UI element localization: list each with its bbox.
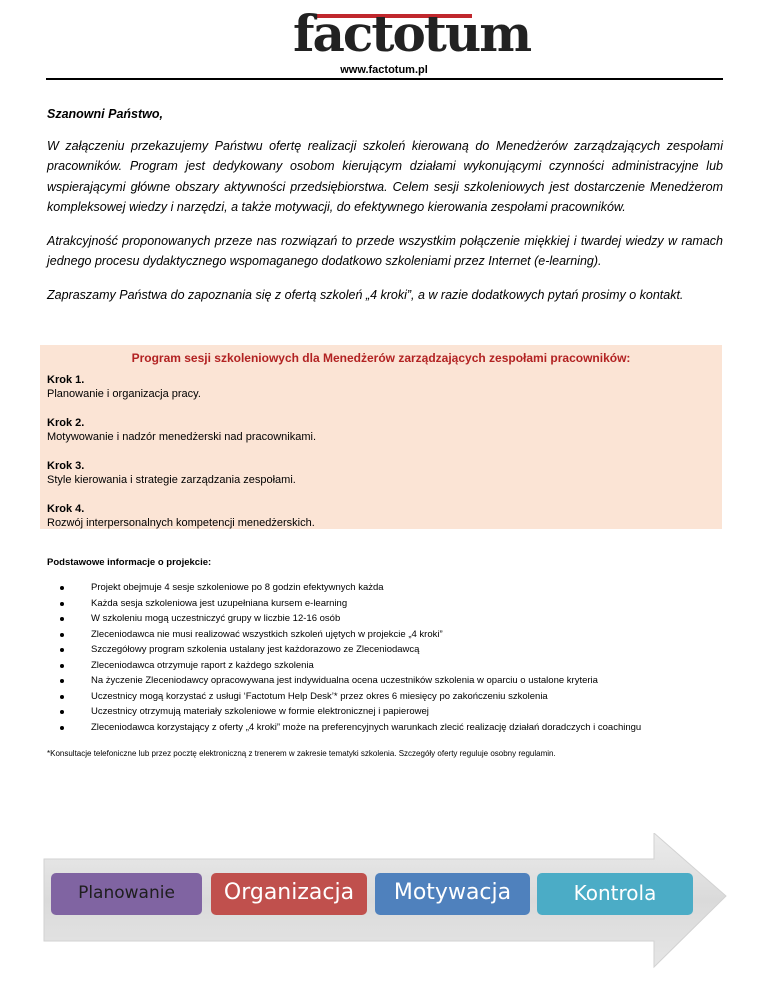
step-text: Rozwój interpersonalnych kompetencji menedżerskich. [47, 517, 315, 529]
list-item: Zleceniodawca nie musi realizować wszystkich szkoleń ujętych w projekcie „4 kroki” [60, 627, 641, 643]
program-title: Program sesji szkoleniowych dla Menedżerów zarządzających zespołami pracowników: [131, 351, 631, 365]
letter-paragraph: W załączeniu przekazujemy Państwu ofertę realizacji szkoleń kierowaną do Menedżerów zarządzających zespołami pracowników. Program jest dedykowany osobom kierującym działami wykonującymi czynności administracyjne lub wspierającymi główne obszary aktywności przedsiębiorstwa. Celem sesji szkoleniowych jest dostarczenie Menedżerom kompleksowej wiedzy i narzędzi, a także motywacji, do efektywnego kierowania zespołami pracowników. [47, 138, 723, 214]
header-divider [46, 78, 723, 80]
step-label: Krok 4. [47, 503, 85, 515]
step-text: Planowanie i organizacja pracy. [47, 388, 201, 400]
step-label: Krok 1. [47, 374, 85, 386]
info-list [60, 580, 641, 735]
footnote: *Konsultacje telefoniczne lub przez pocztę elektroniczną z trenerem w zakresie tematyki szkolenia. Szczegóły oferty reguluje osobny regulamin. [47, 749, 556, 758]
list-item: Zleceniodawca korzystający z oferty „4 kroki” może na preferencyjnych warunkach zlecić realizację działań doradczych i coachingu [60, 720, 641, 736]
stage-kontrola: Kontrola [537, 873, 693, 915]
step-label: Krok 3. [47, 460, 85, 472]
list-item: Projekt obejmuje 4 sesje szkoleniowe po 8 godzin efektywnych każda [60, 580, 641, 596]
website-url[interactable]: www.factotum.pl [340, 64, 428, 76]
cover-letter [47, 104, 723, 318]
letter-paragraph: Zapraszamy Państwa do zapoznania się z ofertą szkoleń „4 kroki”, a w razie dodatkowych pytań prosimy o kontakt. [47, 287, 684, 302]
list-item: Każda sesja szkoleniowa jest uzupełniana kursem e-learning [60, 596, 641, 612]
logo: factotum [293, 4, 531, 63]
program-step [47, 416, 316, 444]
stage-planowanie: Planowanie [51, 873, 202, 915]
program-step [47, 502, 315, 530]
letter-paragraph: Atrakcyjność proponowanych przeze nas rozwiązań to przede wszystkim połączenie miękkiej i twardej wiedzy w ramach jednego procesu dydaktycznego wspomaganego dodatkowo szkoleniami przez Internet (e-learning). [47, 233, 723, 268]
list-item: Zleceniodawca otrzymuje raport z każdego szkolenia [60, 658, 641, 674]
program-box [40, 345, 722, 529]
program-step [47, 373, 201, 401]
step-label: Krok 2. [47, 417, 85, 429]
stage-organizacja: Organizacja [211, 873, 367, 915]
stage-motywacja: Motywacja [375, 873, 530, 915]
step-text: Motywowanie i nadzór menedżerski nad pracownikami. [47, 431, 317, 443]
list-item: W szkoleniu mogą uczestniczyć grupy w liczbie 12-16 osób [60, 611, 641, 627]
step-text: Style kierowania i strategie zarządzania zespołami. [47, 474, 296, 486]
greeting: Szanowni Państwo, [47, 107, 163, 121]
list-item: Szczegółowy program szkolenia ustalany jest każdorazowo ze Zleceniodawcą [60, 642, 641, 658]
program-step [47, 459, 296, 487]
list-item: Uczestnicy mogą korzystać z usługi ‘Factotum Help Desk’* przez okres 6 miesięcy po zakończeniu szkolenia [60, 689, 641, 705]
list-item: Uczestnicy otrzymują materiały szkoleniowe w formie elektronicznej i papierowej [60, 704, 641, 720]
header [0, 0, 768, 80]
list-item: Na życzenie Zleceniodawcy opracowywana jest indywidualna ocena uczestników szkolenia w oparciu o ustalone kryteria [60, 673, 641, 689]
info-heading: Podstawowe informacje o projekcie: [47, 557, 212, 568]
